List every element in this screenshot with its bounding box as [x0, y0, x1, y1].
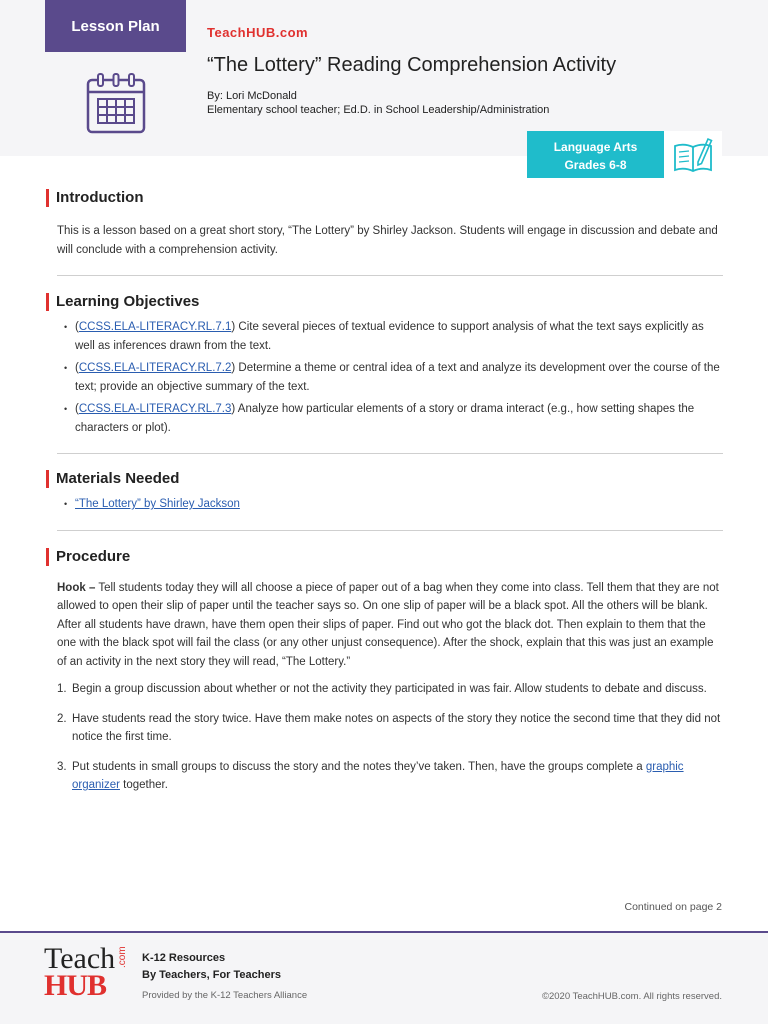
list-item: • (CCSS.ELA-LITERACY.RL.7.3) Analyze how particular elements of a story or drama interact (e.g., how setting shapes the characters or plot). — [57, 400, 723, 437]
book-pencil-icon — [672, 136, 714, 174]
continued-note: Continued on page 2 — [624, 901, 722, 913]
brand-name: TeachHUB.com — [207, 25, 309, 40]
step-item: 3. Put students in small groups to discuss the story and the notes they’ve taken. Then, have the groups complete a graphic organizer together. — [57, 760, 684, 791]
procedure-heading: Procedure — [46, 548, 723, 566]
author-name: By: Lori McDonald — [207, 90, 297, 102]
procedure-steps — [57, 680, 723, 795]
logo-teach: Teach — [44, 942, 116, 975]
byline — [207, 89, 549, 117]
graphic-organizer-link[interactable]: graphic organizer — [72, 760, 684, 791]
hook-paragraph — [57, 579, 723, 672]
materials-heading: Materials Needed — [46, 470, 723, 488]
list-item: • (CCSS.ELA-LITERACY.RL.7.1) Cite several pieces of textual evidence to support analysis of what the text says explicitly as well as inferences drawn from the text. — [57, 318, 723, 355]
standard-link-rl-7-3[interactable]: CCSS.ELA-LITERACY.RL.7.3 — [78, 403, 232, 415]
footer — [0, 933, 768, 1024]
introduction-heading: Introduction — [46, 189, 723, 207]
subject-badge — [527, 131, 664, 178]
badge-subject: Language Arts — [553, 140, 638, 154]
hook-text: Tell students today they will all choose a piece of paper out of a bag when they come into class. Tell them that they are not allowed to open their slip of paper until the teacher says so. On one slip of paper will be a black spot. All the others will be blank. After all students have drawn, have them open their slips of paper. Find out who got the black dot. Then explain to them that the one with the black spot will fail the class (or any other unjust consequence). After the shock, explain that this was just an example of an activity in the next story they will read, “The Lottery.” — [57, 581, 719, 668]
objectives-list — [57, 318, 723, 437]
badge-grades: Grades 6-8 — [564, 158, 627, 172]
objectives-heading: Learning Objectives — [46, 293, 723, 311]
logo-com: .com — [117, 946, 128, 968]
page-title: “The Lottery” Reading Comprehension Activity — [207, 54, 617, 76]
divider — [57, 275, 723, 276]
divider — [57, 530, 723, 531]
divider — [57, 453, 723, 454]
materials-list — [57, 495, 723, 514]
footer-tagline-1: K-12 Resources — [142, 952, 226, 964]
standard-link-rl-7-2[interactable]: CCSS.ELA-LITERACY.RL.7.2 — [78, 362, 232, 374]
step-item: 1. Begin a group discussion about whether or not the activity they participated in was fair. Allow students to debate and discuss. — [57, 683, 707, 695]
list-item — [57, 495, 723, 514]
badge-icon-box — [664, 131, 722, 178]
list-item: • (CCSS.ELA-LITERACY.RL.7.2) Determine a theme or central idea of a text and analyze its development over the course of the text; provide an objective summary of the text. — [57, 359, 723, 396]
footer-provider: Provided by the K-12 Teachers Alliance — [142, 990, 308, 1001]
logo-hub: HUB — [44, 969, 107, 1002]
standard-link-rl-7-1[interactable]: CCSS.ELA-LITERACY.RL.7.1 — [78, 321, 232, 333]
lesson-plan-tab: Lesson Plan — [45, 0, 186, 52]
footer-tagline-2: By Teachers, For Teachers — [142, 969, 281, 981]
step-item: 2. Have students read the story twice. Have them make notes on aspects of the story they notice the second time that they did not notice the first time. — [57, 712, 721, 743]
calendar-icon — [86, 72, 146, 134]
hook-label: Hook – — [57, 581, 96, 594]
copyright: ©2020 TeachHUB.com. All rights reserved. — [541, 991, 722, 1002]
introduction-text: This is a lesson based on a great short story, “The Lottery” by Shirley Jackson. Students will engage in discussion and debate and will conclude with a comprehension activity. — [57, 225, 718, 256]
main-content — [46, 186, 723, 806]
author-bio: Elementary school teacher; Ed.D. in School Leadership/Administration — [207, 104, 550, 116]
story-link[interactable]: “The Lottery” by Shirley Jackson — [75, 498, 240, 510]
